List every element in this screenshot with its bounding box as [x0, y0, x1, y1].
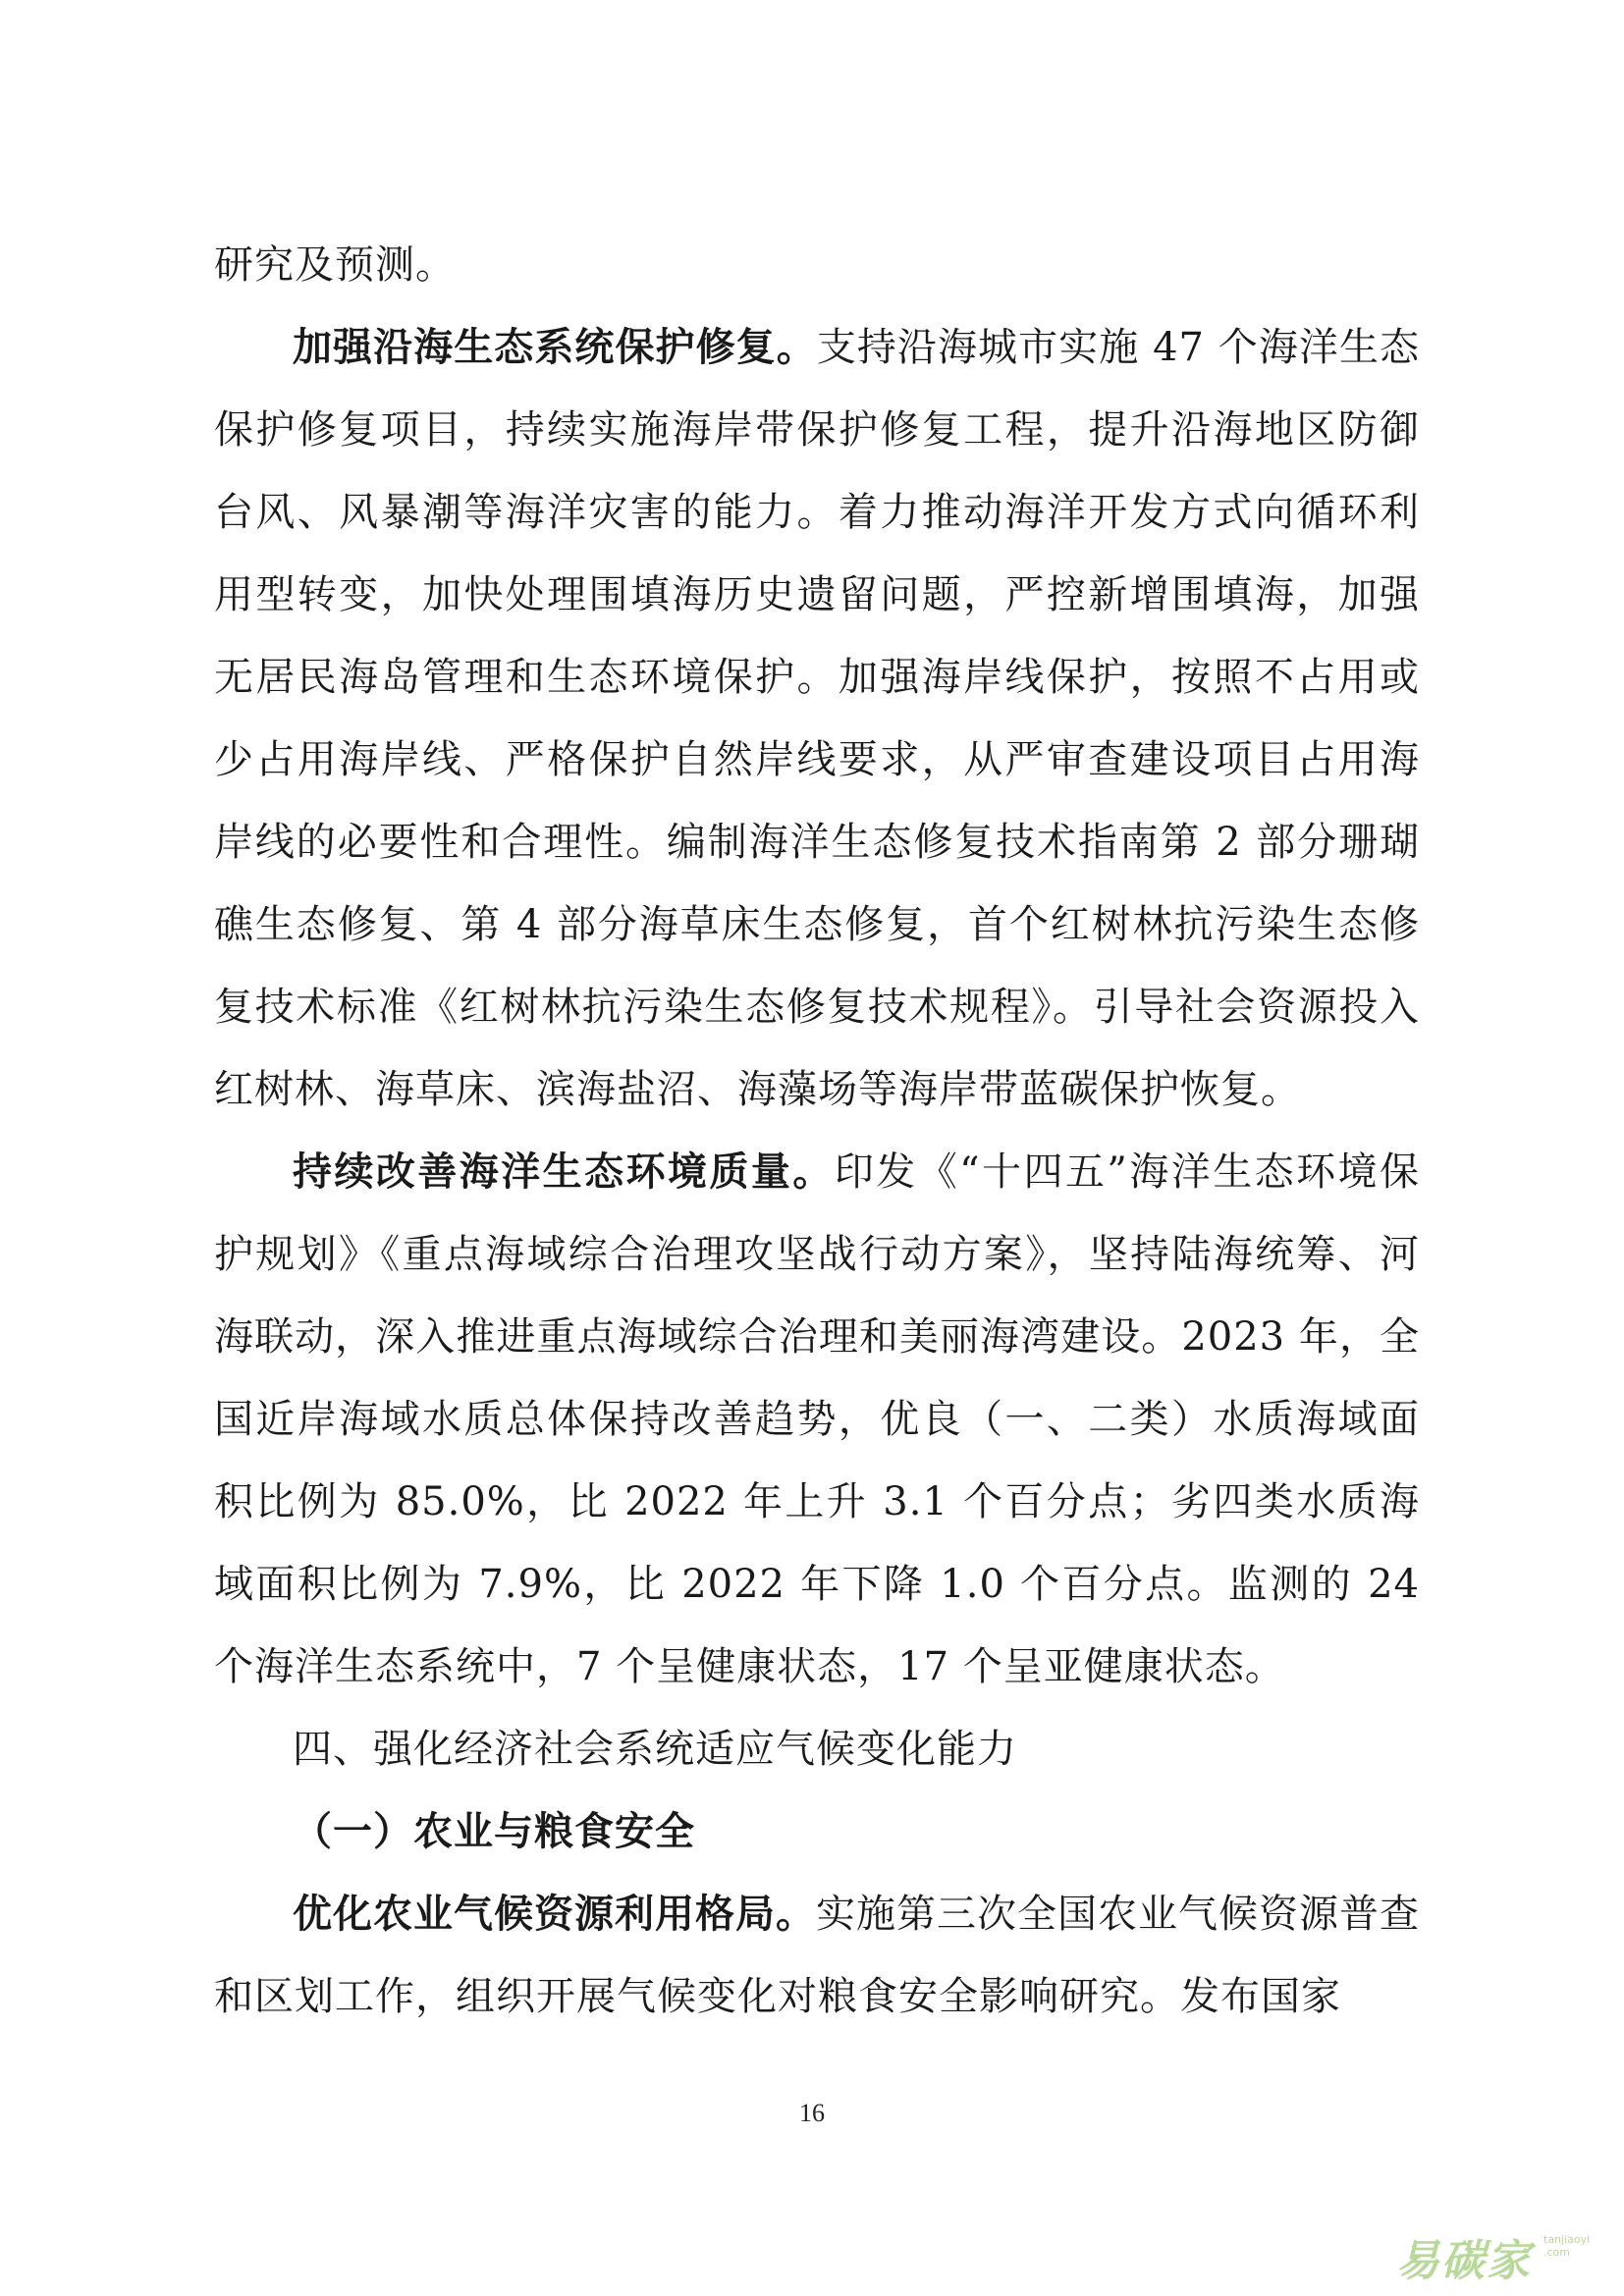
paragraph-body: 实施第三次全国农业气候资源普查和区划工作，组织开展气候变化对粮食安全影响研究。发布国家 [214, 1892, 1420, 2019]
paragraph-continuation: 研究及预测。 [214, 242, 456, 288]
paragraph-lead: 加强沿海生态系统保护修复。 [293, 324, 817, 370]
paragraph-body: 印发《“十四五”海洋生态环境保护规划》《重点海域综合治理攻坚战行动方案》，坚持陆海统筹、河海联动，深入推进重点海域综合治理和美丽海湾建设。2023 年，全国近岸海域水质总体保持改善趋势，优良（一、二类）水质海域面积比例为 85.0%，比 2022 年上升 3.1 个百分点；劣四类水质海域面积比例为 7.9%，比 2022 年下降 1.0 个百分点。监测的 24 个海洋生态系统中，7 个呈健康状态，17 个呈亚健康状态。 [214, 1149, 1420, 1689]
paragraph-agriculture [214, 1873, 1420, 2038]
body-text [214, 224, 1420, 2038]
watermark-logo [1396, 2219, 1602, 2286]
paragraph-body: 支持沿海城市实施 47 个海洋生态保护修复项目，持续实施海岸带保护修复工程，提升沿海地区防御台风、风暴潮等海洋灾害的能力。着力推动海洋开发方式向循环利用型转变，加快处理围填海历史遗留问题，严控新增围填海，加强无居民海岛管理和生态环境保护。加强海岸线保护，按照不占用或少占用海岸线、严格保护自然岸线要求，从严审查建设项目占用海岸线的必要性和合理性。编制海洋生态修复技术指南第 2 部分珊瑚礁生态修复、第 4 部分海草床生态修复，首个红树林抗污染生态修复技术标准《红树林抗污染生态修复技术规程》。引导社会资源投入红树林、海草床、滨海盐沼、海藻场等海岸带蓝碳保护恢复。 [214, 325, 1421, 1112]
paragraph-coastal-ecosystem [214, 306, 1420, 1131]
paragraph-lead: 持续改善海洋生态环境质量。 [293, 1148, 835, 1195]
subsection-heading: （一）农业与粮食安全 [293, 1808, 695, 1854]
watermark-domain-line2: .com [1543, 2246, 1570, 2259]
paragraph-marine-environment [214, 1131, 1420, 1708]
section-heading: 四、强化经济社会系统适应气候变化能力 [293, 1727, 1017, 1772]
page-number: 16 [799, 2099, 825, 2127]
watermark-domain [1543, 2233, 1590, 2259]
watermark-brand: 易碳家 [1396, 2236, 1532, 2286]
paragraph-lead: 优化农业气候资源利用格局。 [293, 1891, 816, 1937]
watermark-domain-line1: tanjiaoyi [1543, 2233, 1591, 2246]
